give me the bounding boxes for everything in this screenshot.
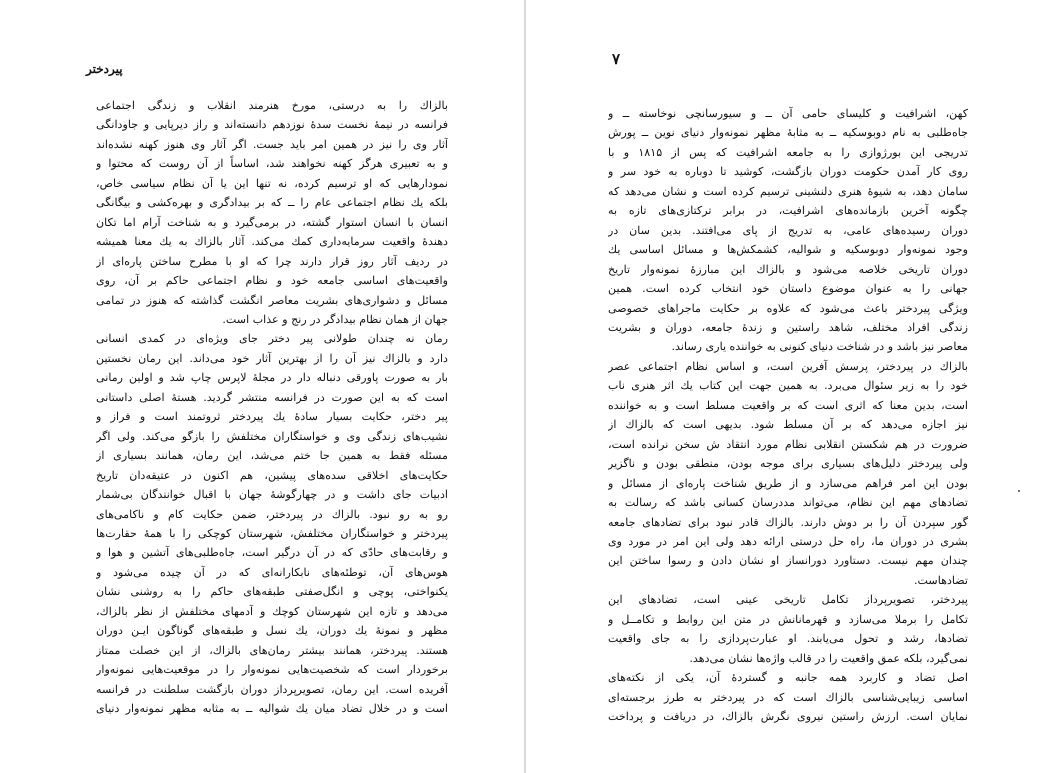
text-line: مسئله فقط به همین جا ختم می‌شد، این رمان، همانند بسیاری از <box>96 449 448 463</box>
page-number: ۷ <box>612 50 621 68</box>
text-line: وجود نمونه‌وار دوبوسکیه و شوالیه، کشمکش‌ها و مسائل اساسی یك <box>608 243 968 257</box>
text-line: حکایت‌های اخلاقی سده‌های پیشین، هم اکنون در عتیقه‌دان تاریخ <box>96 468 448 482</box>
text-line: دوران رسیده‌های عامی، به تدریج از پای می‌افتند. بدین سان در <box>608 223 968 237</box>
text-line: نشیب‌های زندگی وی و خواستگاران مختلفش را بازگو می‌کند. ولی اگر <box>96 429 448 443</box>
text-line: ویژگی پیردختر باعث می‌شود که علاوه بر حکایت ماجراهای خصوصی <box>608 301 968 315</box>
text-line: جهان از همان نظام بیدادگر در رنج و عذاب است. <box>222 312 448 326</box>
text-line: بار به صورت پاورقی دنباله دار در مجلهٔ لاپرس چاپ شد و اولین رمانی <box>96 371 448 385</box>
text-line: بلکه یك نظام اجتماعی عام را ــ که بر بیدادگری و بهره‌کشی و بیگانگی <box>96 196 448 210</box>
text-line: بالزاك را به درستی، مورخ هنرمند انقلاب و زندگی اجتماعی <box>96 99 448 112</box>
text-line: آثار وی را نیز در همین امر باید جست. اگر آثار وی هنوز کهنه نشده‌اند <box>96 137 448 151</box>
text-line: پیر دختر، حکایت بسیار سادهٔ یك پیردختر ثروتمند است و فراز و <box>96 410 448 424</box>
text-line: تضادها، رشد و تحول می‌یابند. او عبارت‌پردازی را به جای واقعیت <box>608 632 968 646</box>
right-page-body-text <box>608 104 968 727</box>
text-line: انسان با انسان استوار گشته، در برمی‌گیرد و به شناخت آرام اما تکان <box>96 215 448 229</box>
text-line: روی کار آمدن حکومت دوران بازگشت، کوشید تا دوباره به خود سر و <box>608 165 968 179</box>
text-line: نمودارهایی که او ترسیم کرده، نه تنها این یا آن نظام سیاسی خاص، <box>96 176 448 190</box>
text-line: سامان دهد، به شیوهٔ هنری دلنشینی ترسیم کرده است و نشان می‌دهد که <box>608 184 968 198</box>
scan-speck <box>1018 490 1020 492</box>
text-line: چگونه آخرین بازمانده‌های اشرافیت، در برابر ترکتازی‌های تازه به <box>608 204 968 218</box>
text-line: تکامل را برملا می‌سازد و قهرمانانش در متن این روابط و تکامــل و <box>608 612 968 626</box>
text-line: دهندهٔ واقعیت سرمایه‌داری کمك می‌کند. آثار بالزاك به یك معنا همیشه <box>96 235 448 249</box>
text-line: ضرورت در هم شکستن انقلابی نظام مورد انتقاد ش سخن نرانده است، <box>608 437 968 451</box>
text-line: برخوردار است که شخصیت‌هایی نمونه‌وار را در موقعیت‌هایی نمونه‌وار <box>96 663 448 677</box>
text-line: نمی‌گیرد، بلکه عمق واقعیت را در قالب واژه‌ها نشان می‌دهد. <box>689 651 968 665</box>
text-line: نمایان است. ارزش راستین نیروی نگرش بالزاك، در دریافت و پرداخت <box>608 710 968 724</box>
text-line: اساسی زیبایی‌شناسی بالزاك است که در پیردختر به طرز برجسته‌ای <box>608 690 968 704</box>
text-line: دوران تاریخی خلاصه می‌شود و بالزاك این مبارزهٔ نمونه‌وار تاریخ <box>608 262 968 276</box>
text-line: جاه‌طلبی به نام دوبوسکیه ــ به مثابهٔ مظهر نمونه‌وار دنیای نوین ــ پورش <box>608 126 968 140</box>
text-line: ادبیات جای داشت و در چهارگوشهٔ جهان با اقبال خوانندگان بی‌شمار <box>96 488 448 502</box>
text-line: چندان مهم نیست. دستاورد دورانساز او نشان دادن و رسوا ساختن این <box>608 554 968 568</box>
text-line: ولی پیردختر دلیل‌های بسیاری برای موجه بودن، منطقی بودن و ناگزیر <box>608 457 968 471</box>
text-line: هستند. پیردختر، همانند بیشتر رمان‌های بالزاك، از این خصلت ممتاز <box>96 643 448 657</box>
text-line: جهانی را به عنوان موضوع داستان خود انتخاب کرده است. همین <box>608 282 968 296</box>
text-line: هوس‌های آن، توطئه‌های نابکارانه‌ای که در آن چیده می‌شود و <box>96 565 448 579</box>
text-line: یکنواختی، پوچی و انگل‌صفتی طبقه‌های حاکم را به روشنی نشان <box>96 585 448 599</box>
text-line: اصل تضاد و کاربرد همه جانبه و گستردهٔ آن، یکی از نکته‌های <box>608 671 968 685</box>
text-line: بشری در دوران ما، راه حل درستی ارائه دهد ولی این امر در مورد وی <box>608 534 968 548</box>
text-line: نیز اجازه می‌دهد که بر آن مسلط شود. بدیهی است که بالزاك از <box>608 418 968 432</box>
text-line: دارد و بالزاك نیز آن را از بهترین آثار خود می‌داند. این رمان نخستین <box>96 351 448 365</box>
text-line: تضادهای مهم این نظام، می‌تواند مددرسان کسانی باشد که رسالت به <box>608 496 968 510</box>
text-line: کهن، اشرافیت و کلیسای حامی آن ــ و سیورسانچی نوخاسته ــ و <box>608 107 968 120</box>
running-header: پیردختر <box>86 62 123 76</box>
left-page-body-text <box>96 96 448 719</box>
text-line: زندگی افراد مختلف، شاهد راستین و زندهٔ جامعه، دوران و بشریت <box>608 320 968 334</box>
text-line: است و در خلال تضاد میان یك شوالیه ــ به مثابه مظهر نمونه‌وار دنیای <box>96 702 448 716</box>
text-line: فرانسه در نیمهٔ نخست سدهٔ نوزدهم دانسته‌اند و راز دیرپایی و جاودانگی <box>96 118 448 132</box>
text-line: آفریده است. این رمان، تصویرپرداز دوران بازگشت سلطنت در فرانسه <box>96 682 448 696</box>
text-line: واقعیت‌های اساسی جامعه خود و نظام اجتماعی حاکم بر آن، روی <box>96 274 448 288</box>
text-line: رو به رو نبود. بالزاك در پیردختر، ضمن حکایت کام و ناکامی‌های <box>96 507 448 521</box>
text-line: تضادهاست. <box>914 573 968 587</box>
text-line: در ردیف آثار روز قرار دارند چرا که او با مطرح ساختن پاره‌ای از <box>96 254 448 268</box>
text-line: رمان نه چندان طولانی پیر دختر جای ویژه‌ای در کمدی انسانی <box>96 332 448 346</box>
text-line: پیردختر و خواستگاران مختلفش، شهرستان کوچکی را با همهٔ حقارت‌ها <box>96 526 448 540</box>
text-line: می‌دهد و تازه این شهرستان کوچك و آدمهای مختلفش از نظر بالزاك، <box>96 604 448 618</box>
text-line: تدریجی این بورژوازی را به جامعه اشرافیت که پس از ۱۸۱۵ و با <box>608 145 968 159</box>
text-line: پیردختر، تصویرپرداز تکامل تاریخی عینی است، تضادهای این <box>608 593 968 607</box>
text-line: و به تعبیری هرگز کهنه نخواهند شد، اساساً از آن روست که محتوا و <box>96 157 448 171</box>
text-line: بودن این امر فراهم می‌سازد و از طریق شناخت پاره‌ای از مسائل و <box>608 476 968 490</box>
text-line: معاصر نیز باشد و در شناخت دنیای کنونی به خواننده یاری رساند. <box>671 340 968 354</box>
right-page <box>526 0 1052 773</box>
text-line: مسائل و دشواری‌های بشریت معاصر انگشت گذاشته که هنوز در تمامی <box>96 293 448 307</box>
text-line: است، بدین معنا که اثری است که بر واقعیت مسلط است و به خواننده <box>608 398 968 412</box>
text-line: بالزاك در پیردختر، پرسش آفرین است، و اساس نظام اجتماعی عصر <box>608 359 968 373</box>
text-line: است که به این صورت در فرانسه منتشر گردید. هستهٔ اصلی داستانی <box>96 390 448 404</box>
text-line: مظهر و نمونهٔ یك دوران، یك نسل و طبقه‌های گوناگون ایـن دوران <box>96 624 448 638</box>
text-line: گور سپردن آن را بر دوش دارند. بالزاك قادر نبود برای تضادهای جامعه <box>608 515 968 529</box>
text-line: خود را به زیر سئوال می‌برد. به همین جهت این کتاب یك اثر هنری ناب <box>608 379 968 393</box>
text-line: و رقابت‌های حادّی که در آن درگیر است، جاه‌طلبی‌های آتشین و هوا و <box>96 546 448 560</box>
